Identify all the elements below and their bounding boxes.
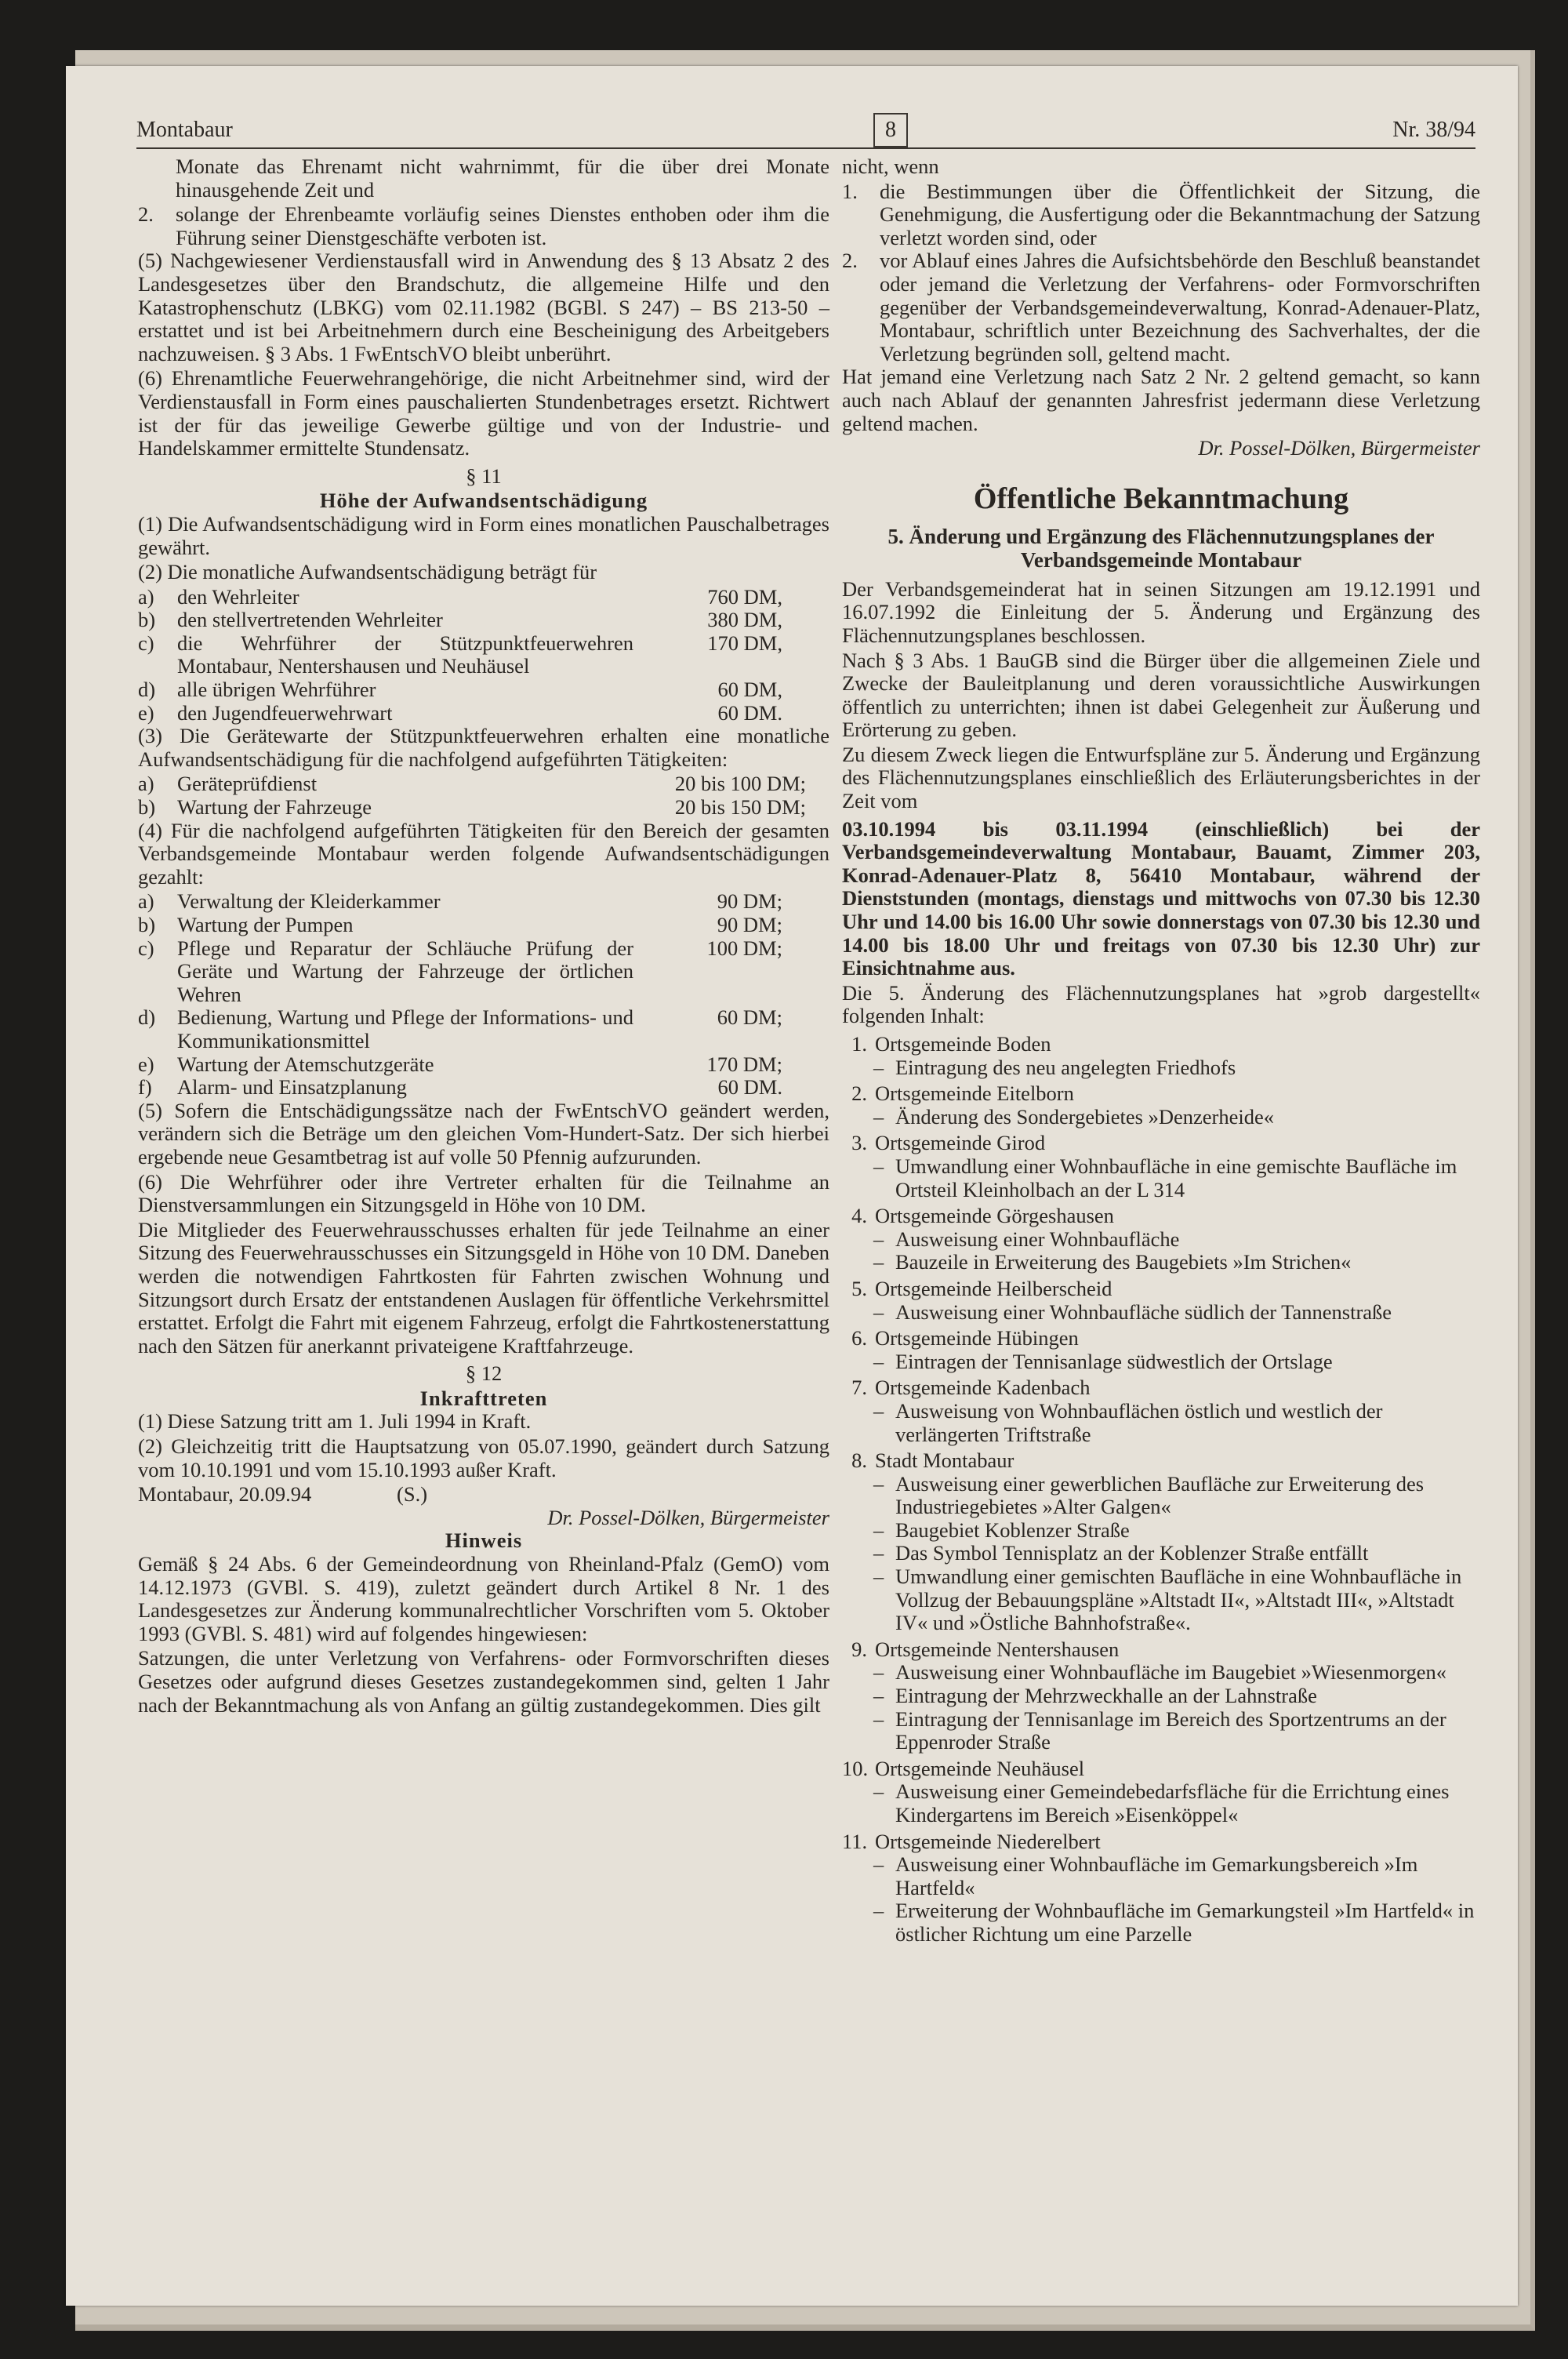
municipality-item (842, 1132, 1480, 1201)
item-amount: 170 DM; (706, 1052, 782, 1076)
item-text: die Bestimmungen über die Öffentlichkeit der Sitzung, die Genehmigung, die Ausfertigung oder die Bekanntmachung der Satzung verletzt worden sind, oder (880, 179, 1480, 249)
section-title: Hinweis (445, 1528, 523, 1553)
signature: Dr. Possel-Dölken, Bürgermeister (1198, 436, 1480, 460)
item-number: 4. (851, 1204, 867, 1228)
paragraph: (6) Die Wehrführer oder ihre Vertreter erhalten für die Teilnahme an Dienstversammlungen ein Sitzungsgeld in Höhe von 10 DM. (138, 1169, 829, 1217)
amount-row (138, 937, 829, 1007)
municipality-heading (842, 1205, 1480, 1228)
municipality-heading (842, 1638, 1480, 1662)
municipality-name: Stadt Montabaur (875, 1448, 1014, 1473)
municipality-name: Ortsgemeinde Heilberscheid (875, 1276, 1112, 1300)
sub-item-text: Eintragung der Mehrzweckhalle an der Lahnstraße (895, 1684, 1317, 1708)
item-number: 1. (851, 1032, 867, 1056)
dash-bullet: – (873, 1684, 884, 1708)
sub-item (842, 1473, 1480, 1519)
municipality-heading (842, 1327, 1480, 1350)
item-letter: b) (138, 795, 156, 820)
dash-bullet: – (873, 1471, 884, 1496)
municipality-heading (842, 1033, 1480, 1056)
dash-bullet: – (873, 1055, 884, 1079)
sub-item-text: Umwandlung einer Wohnbaufläche in eine gemischte Baufläche im Ortsteil Kleinholbach an der L 314 (895, 1154, 1457, 1201)
item-text: den stellvertretenden Wehrleiter (177, 608, 443, 632)
item-text: den Wehrleiter (177, 584, 299, 609)
left-column (138, 155, 829, 1718)
dash-bullet: – (873, 1852, 884, 1877)
sub-item-text: Eintragung der Tennisanlage im Bereich des Sportzentrums an der Eppenroder Straße (895, 1707, 1446, 1754)
item-text: die Wehrführer der Stützpunktfeuerwehren Montabaur, Nentershausen und Neuhäusel (177, 631, 633, 678)
item-letter: d) (138, 678, 156, 702)
dash-bullet: – (873, 1565, 884, 1589)
municipality-item (842, 1278, 1480, 1324)
list-item (842, 180, 1480, 250)
paragraph: (5) Sofern die Entschädigungssätze nach der FwEntschVO geändert werden, verändern sich die Beträge um den gleichen Vom-Hundert-Satz. Der sich hierbei ergebende neue Gesamtbetrag ist auf volle 50 Pfennig aufzurunden. (138, 1098, 829, 1169)
sub-item-text: Umwandlung einer gemischten Baufläche in eine Wohnbaufläche in Vollzug der Bebauungspläne »Altstadt II«, »Altstadt III«, »Altstadt IV« und »Östliche Bahnhofstraße«. (895, 1565, 1462, 1635)
amount-row (138, 796, 829, 820)
sub-item-text: Änderung des Sondergebietes »Denzerheide« (895, 1104, 1274, 1129)
item-text: den Jugendfeuerwehrwart (177, 700, 393, 725)
municipality-name: Ortsgemeinde Boden (875, 1032, 1051, 1056)
header-town: Montabaur (136, 118, 233, 142)
sub-item-text: Eintragung des neu angelegten Friedhofs (895, 1055, 1236, 1079)
item-text: vor Ablauf eines Jahres die Aufsichtsbehörde den Beschluß beanstandet oder jemand die Verletzung der Verfahrens- oder Formvorschriften gegenüber der Verbandsgemeindeverwaltung, Konrad-Adenauer-Platz, Montabaur, schriftlich unter Bezeichnung des Sachverhaltes, der die Verletzung begründen soll, geltend macht. (880, 249, 1480, 365)
sub-item (842, 1565, 1480, 1635)
item-letter: e) (138, 700, 154, 725)
item-number: 10. (842, 1756, 869, 1780)
paragraph: nicht, wenn (842, 154, 939, 178)
dash-bullet: – (873, 1299, 884, 1324)
issue-number: Nr. 38/94 (1392, 118, 1475, 142)
sub-item (842, 1542, 1480, 1565)
paragraph: (2) Gleichzeitig tritt die Hauptsatzung von 05.07.1990, geändert durch Satzung vom 10.10.1991 und vom 15.10.1993 außer Kraft. (138, 1434, 829, 1481)
paragraph: Nach § 3 Abs. 1 BauGB sind die Bürger über die allgemeinen Ziele und Zwecke der Bauleitplanung und deren voraussichtliche Auswirkungen öffentlich zu unterrichten; ihnen ist dabei Gelegenheit zur Äußerung und Erörterung zu geben. (842, 648, 1480, 742)
sub-item-text: Ausweisung einer Wohnbaufläche im Baugebiet »Wiesenmorgen« (895, 1660, 1447, 1685)
section-number: § 12 (465, 1361, 503, 1386)
item-number: 2. (842, 249, 858, 273)
amount-row (138, 772, 829, 796)
municipality-heading (842, 1376, 1480, 1400)
item-number: 9. (851, 1637, 867, 1661)
item-text: Verwaltung der Kleiderkammer (177, 889, 441, 914)
seal-mark: (S.) (397, 1482, 428, 1507)
place-date-row (138, 1483, 829, 1507)
place-date: Montabaur, 20.09.94 (138, 1482, 312, 1507)
item-letter: c) (138, 936, 154, 960)
municipality-item (842, 1376, 1480, 1446)
paragraph: (3) Die Gerätewarte der Stützpunktfeuerwehren erhalten eine monatliche Aufwandsentschädigung für die nachfolgend aufgeführten Tätigkeiten: (138, 724, 829, 771)
paragraph: (6) Ehrenamtliche Feuerwehrangehörige, die nicht Arbeitnehmer sind, wird der Verdienstausfall in Form eines pauschalierten Stundenbetrages ersetzt. Richtwert ist der für das jeweilige Gewerbe gültige und von der Industrie- und Handelskammer ermittelte Stundensatz. (138, 366, 829, 460)
dash-bullet: – (873, 1349, 884, 1373)
item-amount: 100 DM; (706, 936, 782, 960)
dash-bullet: – (873, 1227, 884, 1251)
item-letter: d) (138, 1005, 156, 1030)
municipality-name: Ortsgemeinde Görgeshausen (875, 1204, 1114, 1228)
amount-row (138, 632, 829, 678)
municipality-list (842, 1033, 1480, 1946)
section-number: § 11 (466, 463, 502, 488)
item-amount: 60 DM; (717, 1005, 782, 1030)
paragraph: Die 5. Änderung des Flächennutzungsplanes hat »grob dargestellt« folgenden Inhalt: (842, 980, 1480, 1028)
dash-bullet: – (873, 1541, 884, 1565)
section-title: Inkrafttreten (419, 1386, 548, 1410)
item-amount: 60 DM. (717, 1075, 782, 1100)
dash-bullet: – (873, 1398, 884, 1423)
running-header (136, 113, 1475, 149)
sub-item-text: Ausweisung einer gewerblichen Baufläche zur Erweiterung des Industriegebietes »Alter Galgen« (895, 1471, 1425, 1519)
municipality-heading (842, 1132, 1480, 1155)
sub-item-text: Ausweisung einer Wohnbaufläche (895, 1227, 1180, 1251)
item-amount: 760 DM, (707, 584, 782, 609)
municipality-item (842, 1033, 1480, 1079)
item-number: 1. (842, 179, 858, 203)
item-amount: 90 DM; (717, 913, 782, 936)
municipality-heading (842, 1082, 1480, 1106)
item-amount: 20 bis 150 DM; (674, 795, 806, 820)
item-number: 5. (851, 1276, 867, 1300)
paragraph: (1) Diese Satzung tritt am 1. Juli 1994 in Kraft. (138, 1409, 532, 1434)
municipality-item (842, 1449, 1480, 1635)
item-number: 6. (851, 1326, 867, 1350)
sub-item (842, 1106, 1480, 1129)
item-number: 2. (851, 1081, 867, 1106)
item-amount: 60 DM. (717, 700, 782, 725)
item-text: solange der Ehrenbeamte vorläufig seines Dienstes enthoben oder ihm die Führung seiner Dienstgeschäfte verboten ist. (176, 202, 829, 249)
paragraph: (2) Die monatliche Aufwandsentschädigung beträgt für (138, 560, 597, 584)
item-text: Wartung der Fahrzeuge (177, 795, 372, 820)
amount-row (138, 1053, 829, 1077)
sub-item-text: Ausweisung einer Gemeindebedarfsfläche für die Errichtung eines Kindergartens im Bereich »Eisenköppel« (895, 1779, 1450, 1826)
page-number: 8 (873, 113, 908, 147)
item-text: Geräteprüfdienst (177, 772, 318, 796)
newspaper-page (66, 66, 1518, 2306)
sub-item (842, 1685, 1480, 1708)
municipality-heading (842, 1830, 1480, 1854)
sub-item-text: Ausweisung einer Wohnbaufläche im Gemarkungsbereich »Im Hartfeld« (895, 1852, 1418, 1899)
amount-row (138, 1076, 829, 1100)
sub-item (842, 1708, 1480, 1754)
sub-item (842, 1780, 1480, 1826)
sub-item (842, 1251, 1480, 1274)
paragraph: (5) Nachgewiesener Verdienstausfall wird in Anwendung des § 13 Absatz 2 des Landesgesetzes über den Brandschutz, die allgemeine Hilfe und den Katastrophenschutz (LBKG) vom 02.11.1982 (BGBl. S 247) – BS 213-50 – erstattet und ist bei Arbeitnehmern durch eine Bescheinigung des Arbeitgebers nachzuweisen. § 3 Abs. 1 FwEntschVO bleibt unberührt. (138, 249, 829, 365)
municipality-name: Ortsgemeinde Nentershausen (875, 1637, 1120, 1661)
sub-item (842, 1301, 1480, 1325)
item-text: Bedienung, Wartung und Pflege der Informations- und Kommunikationsmittel (177, 1005, 633, 1052)
item-text: alle übrigen Wehrführer (177, 678, 376, 702)
dash-bullet: – (873, 1707, 884, 1731)
municipality-heading (842, 1757, 1480, 1781)
sub-item (842, 1853, 1480, 1899)
municipality-item (842, 1205, 1480, 1274)
municipality-name: Ortsgemeinde Kadenbach (875, 1376, 1091, 1400)
paragraph: Monate das Ehrenamt nicht wahrnimmt, für die über drei Monate hinausgehende Zeit und (176, 154, 829, 202)
amount-list (138, 586, 829, 725)
item-text: Wartung der Pumpen (177, 913, 354, 936)
dash-bullet: – (873, 1899, 884, 1923)
item-amount: 60 DM, (717, 678, 782, 702)
dash-bullet: – (873, 1518, 884, 1542)
paragraph: Die Mitglieder des Feuerwehrausschusses erhalten für jede Teilnahme an einer Sitzung des Feuerwehrausschusses ein Sitzungsgeld in Höhe von 10 DM. Daneben werden die notwendigen Fahrtkosten für Fahrten zwischen Wohnung und Sitzungsort durch Ersatz der entstandenen Auslagen für öffentliche Verkehrsmittel erstattet. Erfolgt die Fahrt mit eigenem Fahrzeug, erfolgt die Fahrtkostenerstattung nach den Sätzen für anerkannt privateigene Kraftfahrzeuge. (138, 1217, 829, 1358)
dash-bullet: – (873, 1660, 884, 1685)
item-text: Wartung der Atemschutzgeräte (177, 1052, 434, 1076)
amount-row (138, 586, 829, 609)
item-letter: a) (138, 889, 154, 914)
amount-row (138, 702, 829, 725)
amount-list (138, 890, 829, 1099)
municipality-heading (842, 1278, 1480, 1301)
sub-item (842, 1899, 1480, 1946)
sub-item (842, 1155, 1480, 1201)
sub-item (842, 1228, 1480, 1252)
item-letter: b) (138, 913, 156, 936)
item-number: 11. (842, 1829, 868, 1853)
paragraph: Der Verbandsgemeinderat hat in seinen Sitzungen am 19.12.1991 und 16.07.1992 die Einleitung der 5. Änderung und Ergänzung des Flächennutzungsplanes beschlossen. (842, 576, 1480, 647)
item-amount: 20 bis 100 DM; (674, 772, 806, 796)
dash-bullet: – (873, 1154, 884, 1178)
item-text: Pflege und Reparatur der Schläuche Prüfung der Geräte und Wartung der Fahrzeuge der örtlichen Wehren (177, 936, 633, 1006)
paragraph: Zu diesem Zweck liegen die Entwurfspläne zur 5. Änderung und Ergänzung des Flächennutzungsplanes einschließlich des Erläuterungsberichtes in der Zeit vom (842, 742, 1480, 813)
sub-item (842, 1661, 1480, 1685)
municipality-item (842, 1638, 1480, 1754)
municipality-name: Ortsgemeinde Girod (875, 1131, 1046, 1155)
sub-item (842, 1350, 1480, 1374)
amount-list (138, 772, 829, 819)
municipality-name: Ortsgemeinde Hübingen (875, 1326, 1079, 1350)
item-number: 8. (851, 1448, 867, 1473)
notice-subtitle: 5. Änderung und Ergänzung des Flächennutzungsplanes der Verbandsgemeinde Montabaur (887, 524, 1435, 572)
dash-bullet: – (873, 1250, 884, 1274)
sub-item-text: Ausweisung von Wohnbauflächen östlich und westlich der verlängerten Triftstraße (895, 1398, 1383, 1446)
sub-item-text: Ausweisung einer Wohnbaufläche südlich der Tannenstraße (895, 1299, 1392, 1324)
item-letter: f) (138, 1075, 152, 1100)
municipality-item (842, 1327, 1480, 1373)
sub-item (842, 1519, 1480, 1543)
amount-row (138, 914, 829, 937)
municipality-name: Ortsgemeinde Niederelbert (875, 1829, 1101, 1853)
sub-item-text: Erweiterung der Wohnbaufläche im Gemarkungsteil »Im Hartfeld« in östlicher Richtung um eine Parzelle (895, 1899, 1475, 1946)
sub-item-text: Bauzeile in Erweiterung des Baugebiets »Im Strichen« (895, 1250, 1352, 1274)
item-letter: b) (138, 608, 156, 632)
dash-bullet: – (873, 1779, 884, 1804)
amount-row (138, 890, 829, 914)
sub-item (842, 1056, 1480, 1080)
item-number: 7. (851, 1376, 867, 1400)
right-column (842, 155, 1480, 1950)
paragraph: Gemäß § 24 Abs. 6 der Gemeindeordnung von Rheinland-Pfalz (GemO) vom 14.12.1973 (GVBl. S. 419), zuletzt geändert durch Artikel 8 Nr. 1 des Landesgesetzes zur Änderung kommunalrechtlicher Vorschriften vom 5. Oktober 1993 (GVBl. S. 481) wird auf folgendes hingewiesen: (138, 1552, 829, 1645)
amount-row (138, 609, 829, 632)
municipality-item (842, 1082, 1480, 1129)
sub-item-text: Baugebiet Koblenzer Straße (895, 1518, 1130, 1542)
sub-item-text: Eintragen der Tennisanlage südwestlich der Ortslage (895, 1349, 1333, 1373)
notice-title: Öffentliche Bekanntmachung (973, 482, 1349, 515)
municipality-name: Ortsgemeinde Eitelborn (875, 1081, 1074, 1106)
dash-bullet: – (873, 1104, 884, 1129)
section-title: Höhe der Aufwandsentschädigung (319, 489, 648, 513)
amount-row (138, 678, 829, 702)
municipality-item (842, 1757, 1480, 1827)
sub-item-text: Das Symbol Tennisplatz an der Koblenzer Straße entfällt (895, 1541, 1369, 1565)
paragraph: Hat jemand eine Verletzung nach Satz 2 Nr. 2 geltend gemacht, so kann auch nach Ablauf der genannten Jahresfrist jedermann diese Verletzung geltend machen. (842, 365, 1480, 435)
signature: Dr. Possel-Dölken, Bürgermeister (547, 1505, 829, 1529)
item-number: 2. (138, 202, 154, 227)
item-amount: 170 DM, (707, 631, 782, 655)
paragraph-bold: 03.10.1994 bis 03.11.1994 (einschließlich) bei der Verbandsgemeindeverwaltung Montabaur, Bauamt, Zimmer 203, Konrad-Adenauer-Platz 8, 56410 Montabaur, während der Dienststunden (montags, dienstags und mittwochs von 07.30 bis 12.30 Uhr und 14.00 bis 16.00 Uhr sowie donnerstags von 07.30 bis 12.30 und 14.00 bis 18.00 Uhr und freitags von 07.30 bis 12.30 Uhr) zur Einsichtnahme aus. (842, 816, 1480, 980)
item-amount: 380 DM, (707, 608, 782, 632)
item-letter: a) (138, 584, 154, 609)
item-letter: a) (138, 772, 154, 796)
item-text: Alarm- und Einsatzplanung (177, 1075, 407, 1100)
item-letter: e) (138, 1052, 154, 1076)
list-item (842, 249, 1480, 365)
item-number: 3. (851, 1131, 867, 1155)
paragraph: Satzungen, die unter Verletzung von Verfahrens- oder Formvorschriften dieses Gesetzes oder aufgrund dieses Gesetzes zustandegekommen sind, gelten 1 Jahr nach der Bekanntmachung als von Anfang an gültig zustandegekommen. Dies gilt (138, 1646, 829, 1717)
municipality-item (842, 1830, 1480, 1946)
municipality-name: Ortsgemeinde Neuhäusel (875, 1756, 1085, 1780)
item-amount: 90 DM; (717, 889, 782, 914)
municipality-heading (842, 1449, 1480, 1473)
amount-row (138, 1006, 829, 1052)
sub-item (842, 1400, 1480, 1446)
item-letter: c) (138, 631, 154, 655)
paragraph: (4) Für die nachfolgend aufgeführten Tätigkeiten für den Bereich der gesamten Verbandsgemeinde Montabaur werden folgende Aufwandsentschädigungen gezahlt: (138, 818, 829, 889)
paragraph: (1) Die Aufwandsentschädigung wird in Form eines monatlichen Pauschalbetrages gewährt. (138, 511, 829, 559)
list-item (138, 203, 829, 249)
